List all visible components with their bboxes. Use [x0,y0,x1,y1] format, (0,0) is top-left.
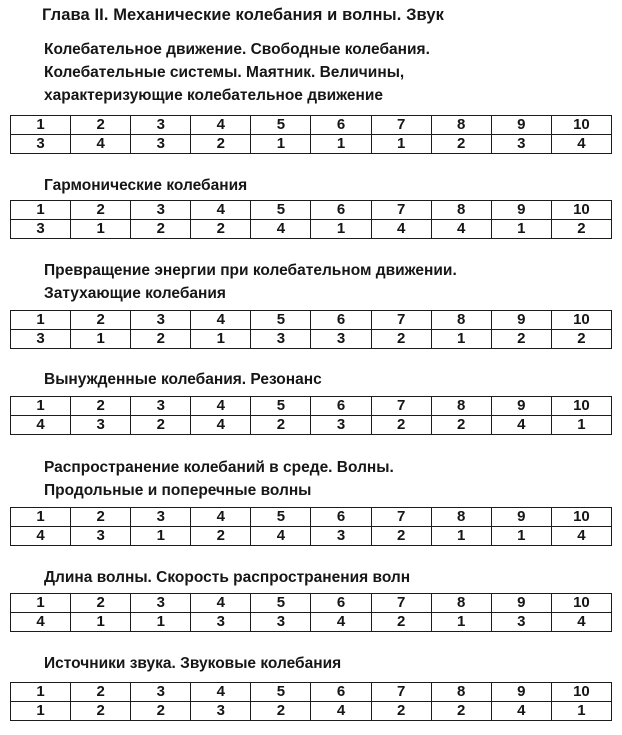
question-number: 10 [551,397,611,416]
answer-value: 4 [11,416,71,435]
question-number: 5 [251,397,311,416]
answer-value: 2 [251,416,311,435]
answer-value: 1 [491,527,551,546]
answer-value: 1 [431,527,491,546]
question-number: 6 [311,508,371,527]
question-number: 2 [71,116,131,135]
question-number: 7 [371,683,431,702]
question-number: 2 [71,201,131,220]
question-number: 7 [371,397,431,416]
section-heading-forced-resonance [44,368,322,391]
question-number: 3 [131,201,191,220]
question-number: 10 [551,201,611,220]
question-number: 10 [551,594,611,613]
answer-table-oscillatory-motion [10,115,612,154]
answer-value: 3 [311,330,371,349]
question-number: 5 [251,594,311,613]
answer-value: 2 [371,330,431,349]
question-number: 6 [311,311,371,330]
answer-value: 2 [431,416,491,435]
question-number: 9 [491,397,551,416]
answer-value: 4 [11,613,71,632]
answer-row [11,220,612,239]
answer-value: 3 [11,330,71,349]
question-number: 6 [311,594,371,613]
answer-row [11,613,612,632]
question-number: 5 [251,201,311,220]
question-number: 2 [71,683,131,702]
answer-value: 1 [191,330,251,349]
heading-line: Вынужденные колебания. Резонанс [44,371,322,388]
answer-value: 3 [191,613,251,632]
answer-table-wavelength [10,593,612,632]
question-number: 2 [71,594,131,613]
question-number: 9 [491,594,551,613]
question-number: 10 [551,508,611,527]
question-number: 3 [131,594,191,613]
heading-line: Превращение энергии при колебательном движении. [44,262,457,279]
question-number: 4 [191,594,251,613]
question-number: 3 [131,311,191,330]
answer-value: 1 [431,613,491,632]
question-number: 8 [431,116,491,135]
question-number: 5 [251,683,311,702]
question-number-row [11,683,612,702]
answer-value: 3 [131,135,191,154]
question-number: 10 [551,311,611,330]
answer-value: 2 [371,702,431,721]
answer-table-harmonic [10,200,612,239]
question-number: 1 [11,116,71,135]
answer-value: 2 [131,416,191,435]
answer-value: 2 [191,527,251,546]
answer-value: 1 [431,330,491,349]
question-number: 8 [431,683,491,702]
answer-value: 2 [551,330,611,349]
question-number: 2 [71,508,131,527]
question-number: 3 [131,508,191,527]
question-number: 1 [11,508,71,527]
question-number-row [11,311,612,330]
answer-value: 1 [311,220,371,239]
answer-value: 3 [491,135,551,154]
answer-value: 1 [11,702,71,721]
answer-table-sound-sources [10,682,612,721]
heading-line: Колебательное движение. Свободные колебания. [44,41,430,58]
answer-row [11,702,612,721]
question-number: 7 [371,116,431,135]
question-number: 9 [491,116,551,135]
question-number: 4 [191,201,251,220]
question-number: 6 [311,683,371,702]
question-number-row [11,508,612,527]
answer-value: 4 [491,702,551,721]
answer-value: 2 [371,527,431,546]
question-number: 5 [251,311,311,330]
answer-row [11,416,612,435]
section-heading-sound-sources [44,652,341,675]
answer-value: 2 [191,135,251,154]
answer-value: 2 [71,702,131,721]
answer-row [11,527,612,546]
question-number: 6 [311,116,371,135]
heading-line: Распространение колебаний в среде. Волны. [44,459,394,476]
answer-row [11,330,612,349]
question-number: 8 [431,508,491,527]
question-number: 4 [191,116,251,135]
answer-value: 4 [431,220,491,239]
question-number: 5 [251,508,311,527]
answer-value: 3 [311,527,371,546]
answer-value: 4 [551,135,611,154]
question-number: 5 [251,116,311,135]
answer-value: 1 [131,613,191,632]
answer-value: 3 [491,613,551,632]
question-number: 9 [491,201,551,220]
question-number: 2 [71,397,131,416]
answer-value: 4 [311,613,371,632]
question-number: 6 [311,397,371,416]
heading-line: характеризующие колебательное движение [44,87,384,104]
question-number: 7 [371,311,431,330]
question-number: 9 [491,311,551,330]
answer-value: 2 [551,220,611,239]
question-number: 1 [11,311,71,330]
question-number: 4 [191,683,251,702]
heading-line: Гармонические колебания [44,177,248,194]
question-number: 4 [191,397,251,416]
answer-value: 2 [131,220,191,239]
question-number: 8 [431,201,491,220]
answer-value: 4 [551,527,611,546]
answer-value: 4 [11,527,71,546]
question-number: 7 [371,508,431,527]
answer-value: 1 [131,527,191,546]
section-heading-wavelength [44,566,410,589]
answer-value: 2 [371,416,431,435]
question-number: 9 [491,508,551,527]
question-number: 1 [11,594,71,613]
section-heading-waves [44,456,394,502]
question-number-row [11,397,612,416]
answer-value: 4 [251,220,311,239]
answer-value: 4 [311,702,371,721]
answer-value: 3 [71,416,131,435]
question-number: 8 [431,311,491,330]
answer-value: 3 [11,220,71,239]
question-number: 10 [551,116,611,135]
question-number: 8 [431,397,491,416]
question-number: 7 [371,594,431,613]
answer-value: 3 [251,613,311,632]
answer-value: 4 [251,527,311,546]
answer-value: 3 [251,330,311,349]
heading-line: Затухающие колебания [44,285,226,302]
question-number: 4 [191,311,251,330]
answer-value: 2 [491,330,551,349]
answer-value: 1 [371,135,431,154]
answer-value: 3 [71,527,131,546]
answer-table-waves [10,507,612,546]
question-number: 2 [71,311,131,330]
answer-value: 1 [491,220,551,239]
question-number-row [11,594,612,613]
answer-value: 1 [251,135,311,154]
question-number: 3 [131,397,191,416]
question-number: 7 [371,201,431,220]
answer-row [11,135,612,154]
question-number: 8 [431,594,491,613]
answer-value: 4 [551,613,611,632]
question-number: 1 [11,201,71,220]
question-number: 4 [191,508,251,527]
answer-value: 1 [311,135,371,154]
heading-line: Колебательные системы. Маятник. Величины, [44,64,405,81]
heading-line: Длина волны. Скорость распространения волн [44,569,411,586]
answer-value: 2 [131,702,191,721]
question-number-row [11,201,612,220]
answer-table-energy-damped [10,310,612,349]
section-heading-harmonic [44,174,247,197]
question-number: 6 [311,201,371,220]
answer-table-forced-resonance [10,396,612,435]
answer-value: 4 [191,416,251,435]
answer-value: 1 [71,613,131,632]
heading-line: Продольные и поперечные волны [44,482,312,499]
question-number: 9 [491,683,551,702]
answer-value: 3 [191,702,251,721]
answer-value: 3 [11,135,71,154]
answer-value: 4 [491,416,551,435]
answer-value: 2 [131,330,191,349]
question-number: 3 [131,683,191,702]
answer-value: 3 [311,416,371,435]
section-heading-oscillatory-motion [44,38,430,107]
answer-value: 2 [371,613,431,632]
answer-value: 4 [371,220,431,239]
answer-value: 1 [71,220,131,239]
answer-value: 2 [431,702,491,721]
answer-value: 2 [431,135,491,154]
chapter-title: Глава II. Механические колебания и волны. Звук [42,6,445,24]
question-number: 10 [551,683,611,702]
answer-value: 4 [71,135,131,154]
answer-value: 2 [251,702,311,721]
question-number: 3 [131,116,191,135]
answer-value: 1 [551,702,611,721]
question-number: 1 [11,683,71,702]
question-number-row [11,116,612,135]
answer-value: 2 [191,220,251,239]
answer-value: 1 [71,330,131,349]
heading-line: Источники звука. Звуковые колебания [44,655,342,672]
question-number: 1 [11,397,71,416]
answer-value: 1 [551,416,611,435]
section-heading-energy-damped [44,259,457,305]
